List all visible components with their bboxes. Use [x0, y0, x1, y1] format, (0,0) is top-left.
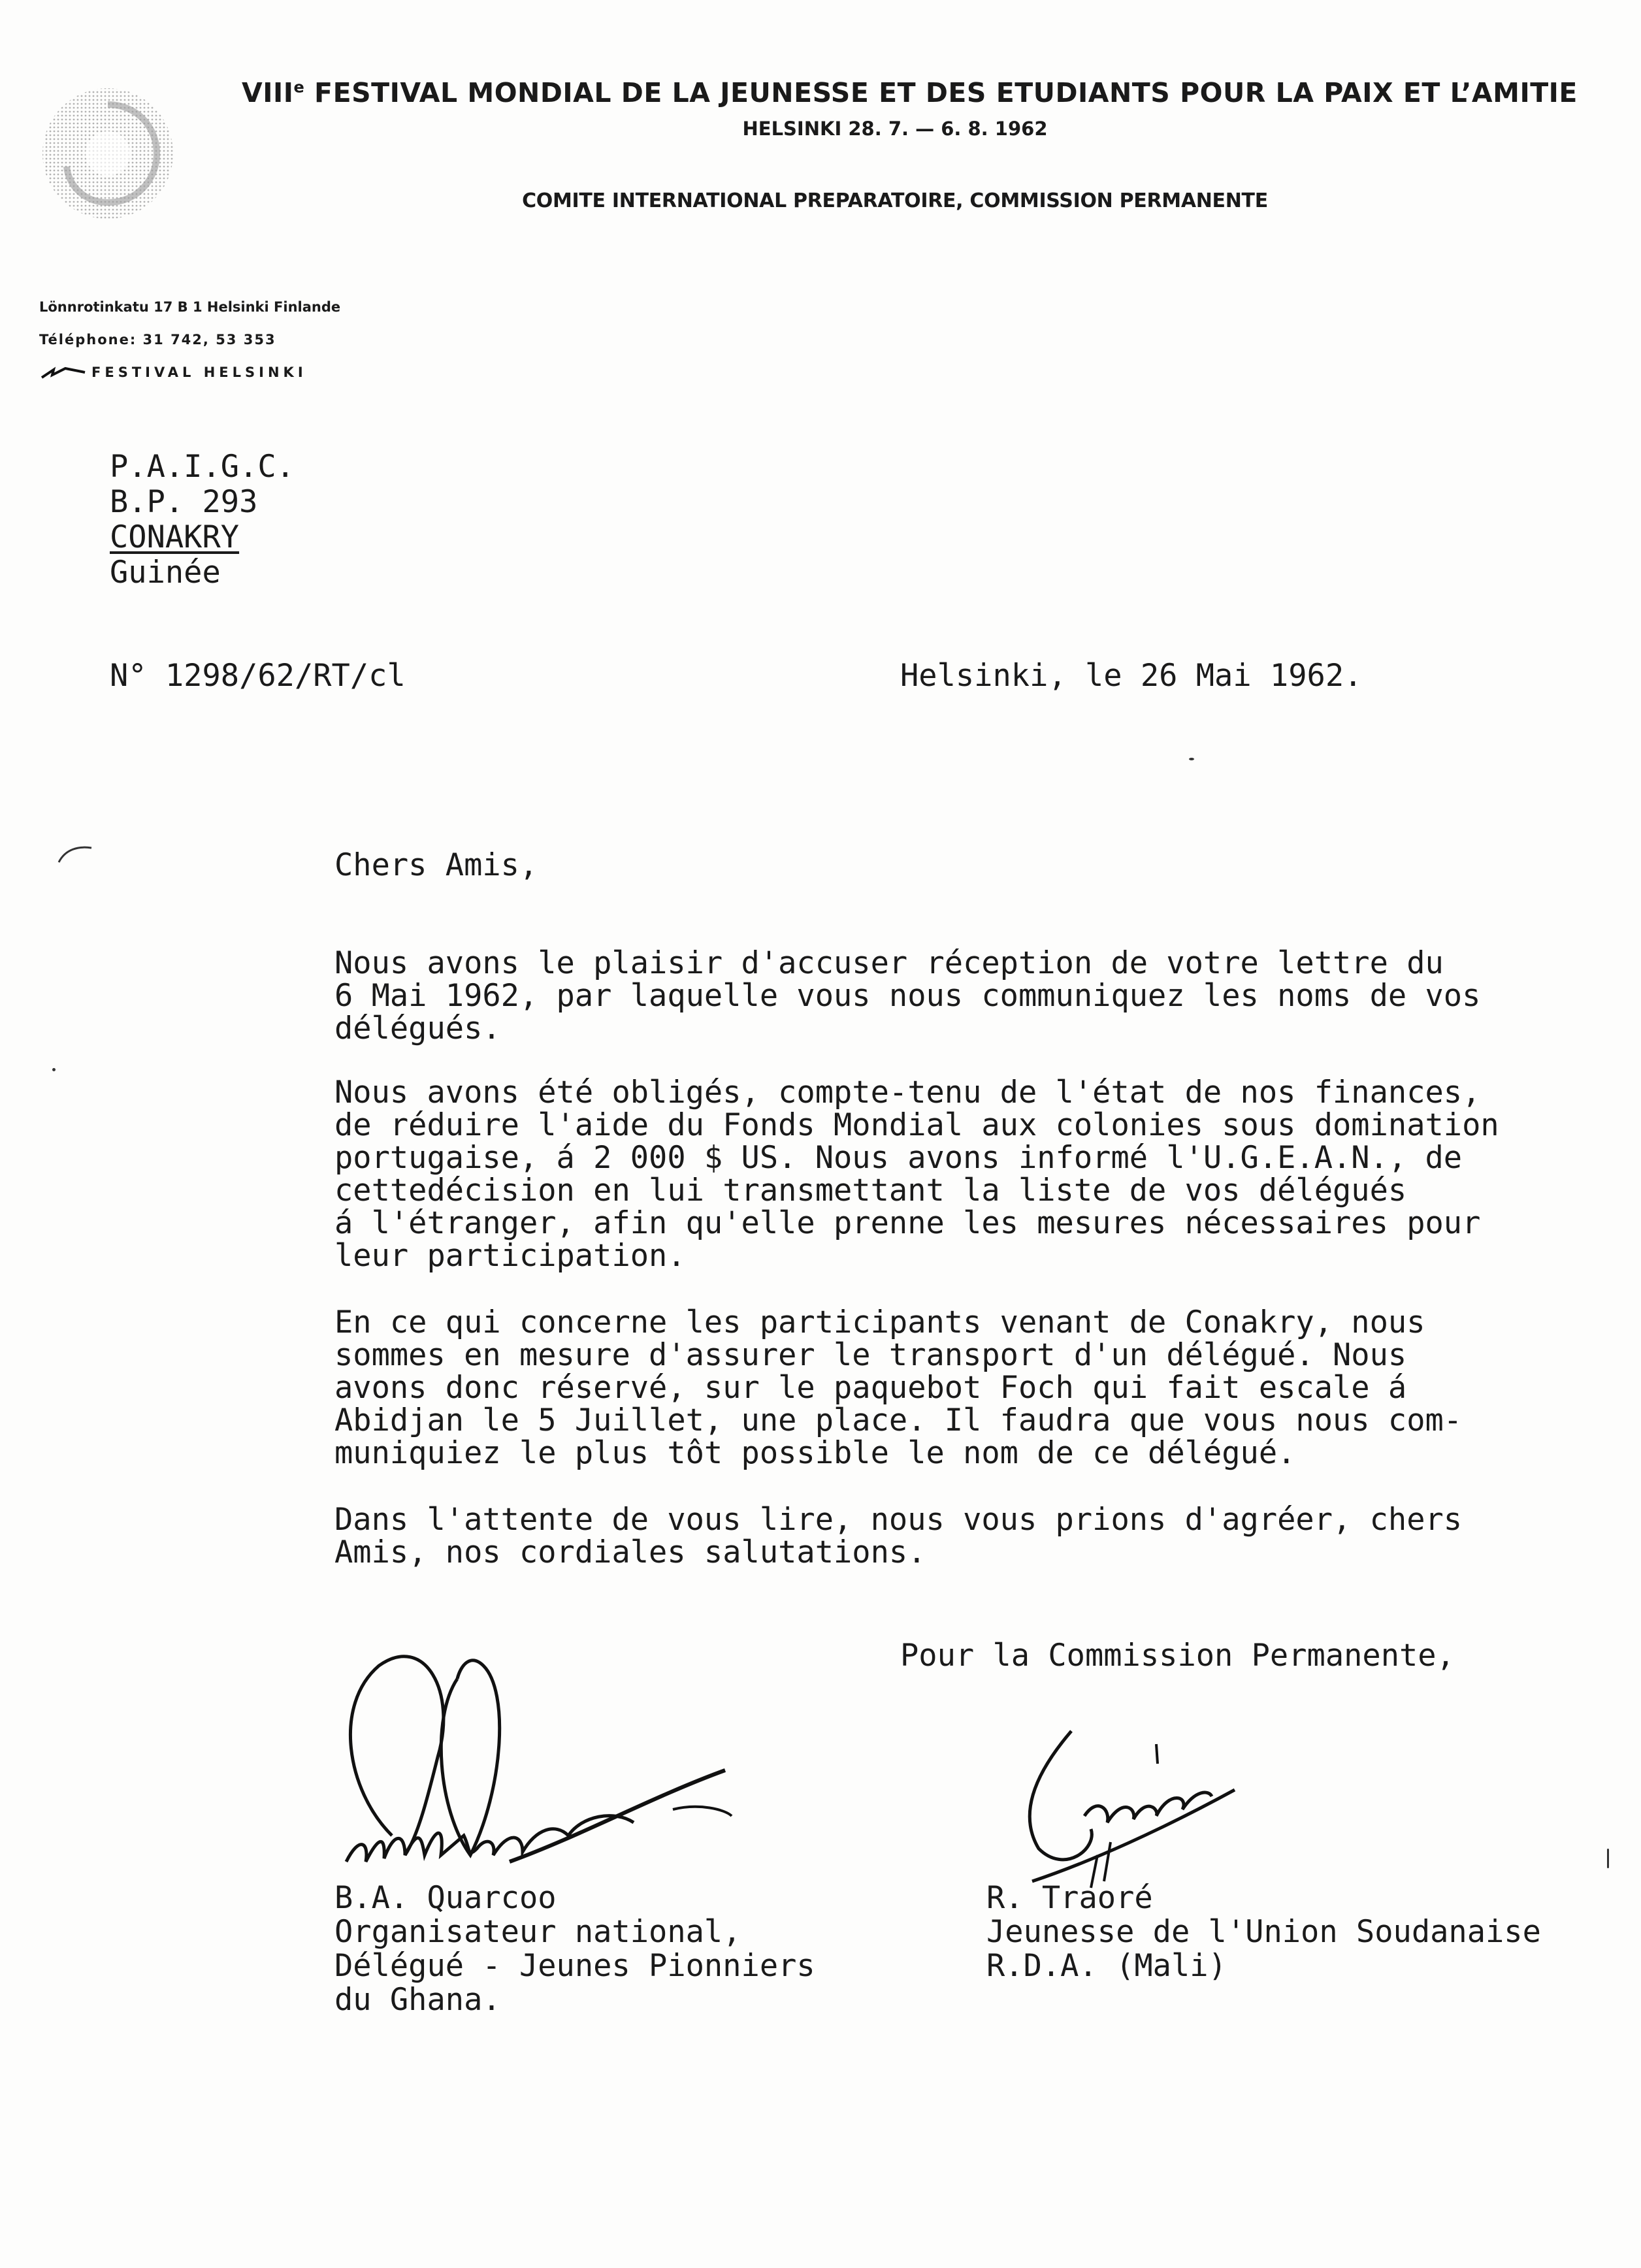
- recipient-city: CONAKRY: [110, 519, 240, 555]
- letterhead-dates: HELSINKI 28. 7. — 6. 8. 1962: [742, 118, 1048, 140]
- paper-mark: [56, 843, 95, 869]
- signatory-left: [334, 1881, 815, 2017]
- paragraph-2: Nous avons été obligés, compte-tenu de l'état de nos finances, de réduire l'aide du Fonds Mondial aux colonies sous domination portugaise, á 2 000 $ US. Nous avons informé l'U.G.E.A.N., de cettedécision en lui transmettant la liste de vos délégués á l'étranger, afin qu'elle prenne les mesures nécessaires pour leur participation.: [334, 1075, 1499, 1274]
- signatory-right-title: Jeunesse de l'Union Soudanaise R.D.A. (Mali): [986, 1914, 1541, 1984]
- left-signature: [307, 1640, 764, 1914]
- signatory-right: [986, 1881, 1541, 1983]
- telegram-mark-icon: [39, 366, 91, 380]
- reference-number: N° 1298/62/RT/cl: [110, 658, 406, 694]
- paragraph-4: Dans l'attente de vous lire, nous vous prions d'agréer, chers Amis, nos cordiales salutations.: [334, 1502, 1463, 1570]
- letterhead-committee: COMITE INTERNATIONAL PREPARATOIRE, COMMISSION PERMANENTE: [522, 189, 1268, 212]
- greeting: Chers Amis,: [334, 847, 538, 883]
- letterhead-phone: Téléphone: 31 742, 53 353: [39, 332, 276, 348]
- recipient-country: Guinée: [110, 555, 221, 591]
- letterhead-address: Lönnrotinkatu 17 B 1 Helsinki Finlande: [39, 299, 341, 315]
- recipient-org: P.A.I.G.C.: [110, 449, 295, 485]
- closing-line: Pour la Commission Permanente,: [900, 1638, 1455, 1674]
- recipient-po-box: B.P. 293: [110, 484, 258, 520]
- festival-emblem-icon: [33, 78, 183, 229]
- signatory-right-name: R. Traoré: [986, 1880, 1153, 1916]
- letterhead-telegram: FESTIVAL HELSINKI: [39, 356, 340, 389]
- date-line: Helsinki, le 26 Mai 1962.: [900, 658, 1363, 694]
- signatory-left-name: B.A. Quarcoo: [334, 1880, 557, 1916]
- signatory-left-title: Organisateur national, Délégué - Jeunes Pionniers du Ghana.: [334, 1914, 815, 2018]
- paragraph-3: En ce qui concerne les participants venant de Conakry, nous sommes en mesure d'assurer le transport d'un délégué. Nous avons donc réservé, sur le paquebot Foch qui fait escale á Abidjan le 5 Juillet, une place. Il faudra que vous nous com- muniquiez le plus tôt possible le nom de ce délégué.: [334, 1304, 1463, 1471]
- letterhead-title: VIIIe FESTIVAL MONDIAL DE LA JEUNESSE ET DES ETUDIANTS POUR LA PAIX ET L’AMITIE: [242, 77, 1578, 108]
- paper-speck: [52, 1068, 56, 1071]
- paragraph-1: Nous avons le plaisir d'accuser réception de votre lettre du 6 Mai 1962, par laquelle vous nous communiquez les noms de vos délégués.: [334, 945, 1481, 1046]
- paper-speck: [1189, 758, 1194, 760]
- paper-speck: [1607, 1849, 1609, 1868]
- recipient-address: [110, 449, 295, 591]
- letterhead-contact: [39, 291, 340, 389]
